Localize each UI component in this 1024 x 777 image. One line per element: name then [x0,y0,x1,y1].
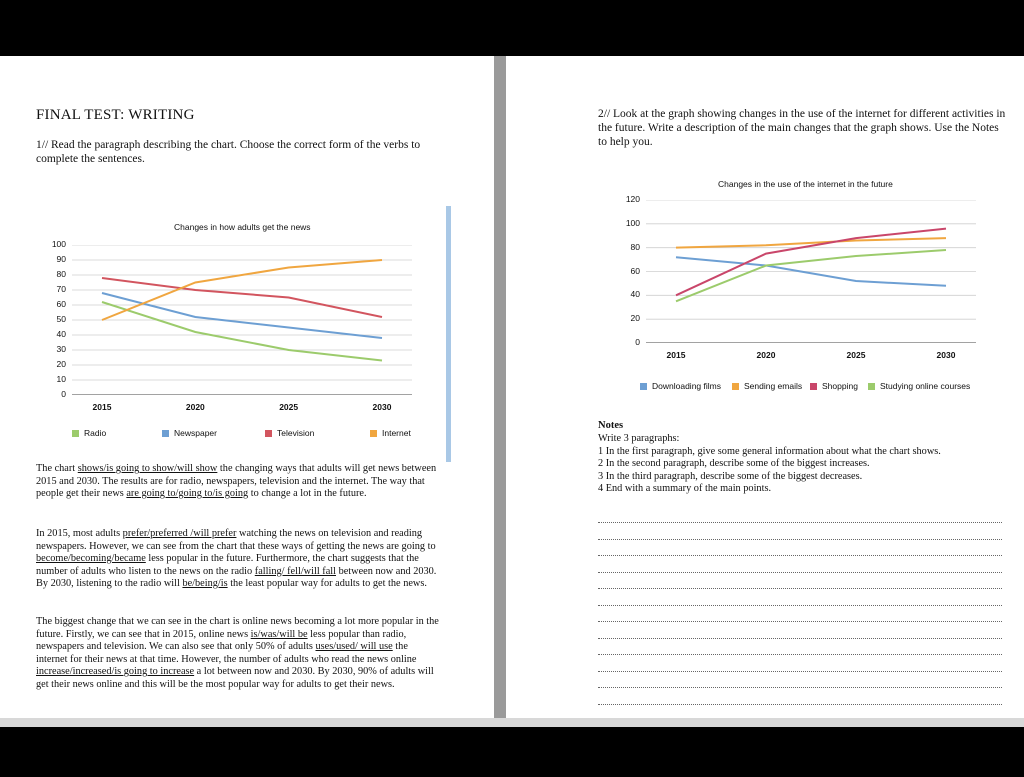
legend-swatch [732,383,739,390]
paragraph-text: watching the news on television and reading newspapers. However, we can see from the chart that these ways of getting the news are going to [36,528,436,552]
verb-choice[interactable]: shows/is going to show/will show [77,463,218,474]
legend-label: Internet [382,428,411,438]
verb-choice[interactable]: become/becoming/became [36,553,146,564]
writing-line[interactable] [598,588,1002,589]
legend-swatch [162,430,169,437]
verb-choice[interactable]: prefer/preferred /will prefer [122,528,237,539]
x-tick-label: 2030 [936,350,956,360]
y-tick-label: 70 [56,284,66,294]
y-tick-label: 50 [56,314,66,324]
legend-label: Studying online courses [880,381,971,391]
left-page [0,56,494,720]
legend-item [868,381,970,391]
verb-choice[interactable]: is/was/will be [250,628,308,640]
verb-choice[interactable]: increase/increased/is going to increase [36,666,195,677]
y-tick-label: 20 [56,359,66,369]
x-tick-label: 2020 [185,402,205,412]
legend-swatch [868,383,875,390]
notes-title: Notes [598,420,624,431]
x-tick-label: 2015 [666,350,686,360]
writing-line[interactable] [598,605,1002,606]
writing-line[interactable] [598,572,1002,573]
verb-choice[interactable]: falling/ fell/will fall [254,565,336,577]
y-tick-label: 10 [56,374,66,384]
legend-swatch [265,430,272,437]
y-tick-label: 30 [56,344,66,354]
paragraph-text: less popular in the future. Furthermore, the chart suggests that the number of adults who listen to the news on the radio [36,553,419,577]
notes-line: 2 In the second paragraph, describe some of the biggest increases. [598,458,870,469]
bottom-black-bar [0,727,1024,777]
x-tick-label: 2030 [372,402,392,412]
verb-choice[interactable]: are going to/going to/is going [126,488,249,499]
x-tick-label: 2020 [756,350,776,360]
writing-line[interactable] [598,704,1002,705]
x-tick-label: 2015 [92,402,112,412]
legend-item [162,428,217,438]
series-line-television [102,278,382,317]
top-black-bar [0,0,1024,56]
paragraph-text: The biggest change that we can see in the chart is online news becoming a lot more popular in the future. Firstly, we can see that in 2015, online news [36,616,439,640]
paragraph-text: between now and 2030. By 2030, listening to the radio will [36,565,437,589]
paragraph-text: the internet for their news at that time. However, the number of adults who read the news online [36,641,417,665]
paragraph-text: the changing ways that adults will get news between 2015 and 2030. The results are for radio, newspapers, television and the internet. The way that people get their news [36,463,437,499]
chart-plot [646,200,976,343]
y-tick-label: 60 [56,299,66,309]
writing-line[interactable] [598,638,1002,639]
legend-swatch [72,430,79,437]
y-tick-label: 40 [56,329,66,339]
paragraph-3 [36,616,440,691]
notes-line: 1 In the first paragraph, give some general information about what the chart shows. [598,445,941,457]
exercise-2-instruction: 2// Look at the graph showing changes in the use of the internet for different activities in the future. Write a description of the main changes that the graph shows. Use the Notes to help you. [598,108,1006,148]
paragraph-1 [36,463,440,501]
writing-line[interactable] [598,621,1002,622]
chart-title: Changes in how adults get the news [174,222,311,232]
y-tick-label: 20 [630,313,640,324]
writing-line[interactable] [598,687,1002,688]
page-divider [494,56,506,720]
paragraph-text: the least popular way for adults to get the news. [227,578,427,589]
x-tick-label: 2025 [279,402,299,412]
y-tick-label: 80 [630,241,640,252]
legend-item [72,428,106,438]
legend-item [370,428,411,438]
legend-swatch [810,383,817,390]
y-tick-label: 0 [61,389,66,399]
verb-choice[interactable]: uses/used/ will use [315,641,393,652]
writing-line[interactable] [598,522,1002,523]
notes-line: Write 3 paragraphs: [598,433,680,444]
notes-list [598,433,998,496]
y-tick-label: 100 [625,217,640,228]
legend-item [732,381,802,391]
writing-line[interactable] [598,671,1002,672]
paragraph-text: In 2015, most adults [36,528,123,539]
chart-plot [72,245,412,395]
legend-swatch [640,383,647,390]
legend-item [640,381,721,391]
y-tick-label: 0 [635,337,640,347]
y-tick-label: 60 [630,265,640,276]
notes-line: 4 End with a summary of the main points. [598,483,772,494]
legend-item [265,428,314,438]
legend-label: Sending emails [744,381,803,391]
paragraph-text: a lot between now and 2030. By 2030, 90% of adults will get their news online and this will be the most popular way for adults to get their news. [36,666,434,690]
page-title: FINAL TEST: WRITING [36,107,195,123]
chart-title: Changes in the use of the internet in the future [718,179,893,189]
y-tick-label: 120 [625,194,640,204]
x-tick-label: 2025 [846,350,866,360]
y-tick-label: 80 [56,269,66,279]
series-line-radio [102,302,382,361]
verb-choice[interactable]: be/being/is [182,578,228,589]
paragraph-text: to change a lot in the future. [248,488,367,499]
paragraph-text: The chart [36,463,78,474]
legend-label: Radio [84,428,107,438]
paragraph-2 [36,528,440,591]
legend-item [810,381,858,391]
right-page [506,56,1024,720]
exercise-1-instruction: 1// Read the paragraph describing the chart. Choose the correct form of the verbs to complete the sentences. [36,139,421,165]
legend-label: Downloading films [652,381,721,391]
writing-line[interactable] [598,539,1002,540]
y-tick-label: 90 [56,254,66,264]
notes-line: 3 In the third paragraph, describe some of the biggest decreases. [598,470,863,482]
y-tick-label: 40 [630,289,640,300]
legend-label: Television [277,428,315,438]
legend-label: Newspaper [174,428,217,438]
writing-line[interactable] [598,555,1002,556]
legend-swatch [370,430,377,437]
paragraph-text: less popular than radio, newspapers and television. We can also see that only 50% of adults [36,628,407,652]
y-tick-label: 100 [51,239,66,249]
writing-line[interactable] [598,654,1002,655]
legend-label: Shopping [822,381,858,391]
scroll-indicator[interactable] [446,206,451,462]
